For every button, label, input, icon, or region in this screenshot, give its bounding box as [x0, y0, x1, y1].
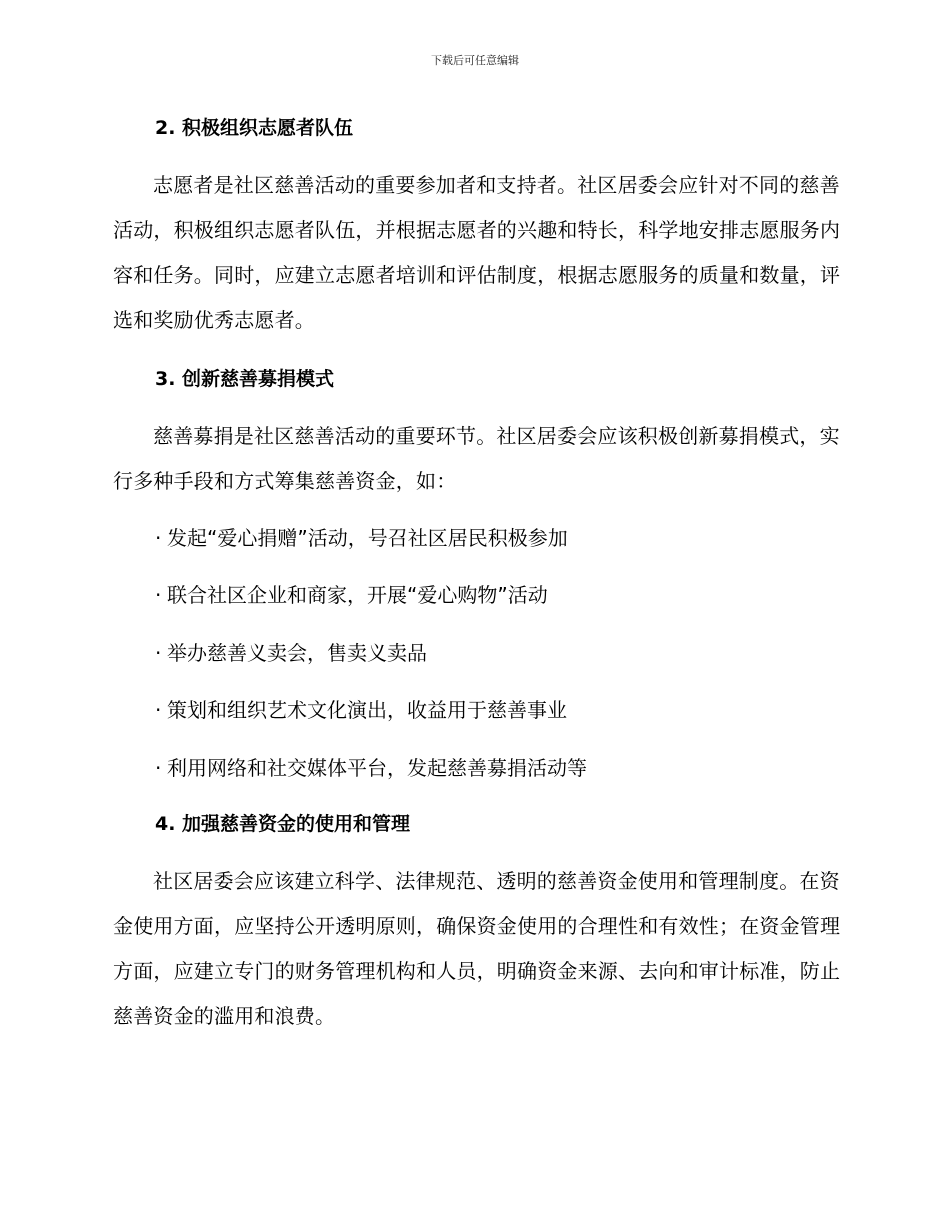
page-header-note: 下载后可任意编辑: [431, 54, 519, 67]
bullet-dot-icon: ·: [155, 641, 162, 665]
bullet-dot-icon: ·: [155, 526, 162, 550]
bullet-dot-icon: ·: [155, 698, 162, 722]
section-4-heading: 4. 加强慈善资金的使用和管理: [155, 813, 411, 835]
section-3-paragraph: 慈善募捐是社区慈善活动的重要环节。社区居委会应该积极创新募捐模式，实行多种手段和方式筹集慈善资金，如：: [113, 424, 840, 493]
section-4-paragraph: 社区居委会应该建立科学、法律规范、透明的慈善资金使用和管理制度。在资金使用方面，应坚持公开透明原则，确保资金使用的合理性和有效性；在资金管理方面，应建立专门的财务管理机构和人员，明确资金来源、去向和审计标准，防止慈善资金的滥用和浪费。: [113, 869, 841, 1028]
bullet-dot-icon: ·: [155, 756, 162, 780]
section-3-heading: 3. 创新慈善募捐模式: [155, 368, 335, 390]
list-item: · 联合社区企业和商家，开展“爱心购物”活动: [155, 583, 548, 607]
list-item: · 举办慈善义卖会，售卖义卖品: [155, 641, 427, 665]
bullet-dot-icon: ·: [155, 583, 162, 607]
list-item: · 策划和组织艺术文化演出，收益用于慈善事业: [155, 698, 567, 722]
section-2-paragraph: 志愿者是社区慈善活动的重要参加者和支持者。社区居委会应针对不同的慈善活动，积极组织志愿者队伍，并根据志愿者的兴趣和特长，科学地安排志愿服务内容和任务。同时，应建立志愿者培训和评估制度，根据志愿服务的质量和数量，评选和奖励优秀志愿者。: [113, 173, 841, 332]
list-item: · 发起“爱心捐赠”活动，号召社区居民积极参加: [155, 526, 568, 550]
list-item: · 利用网络和社交媒体平台，发起慈善募捐活动等: [155, 756, 587, 780]
section-2-heading: 2. 积极组织志愿者队伍: [155, 117, 354, 139]
